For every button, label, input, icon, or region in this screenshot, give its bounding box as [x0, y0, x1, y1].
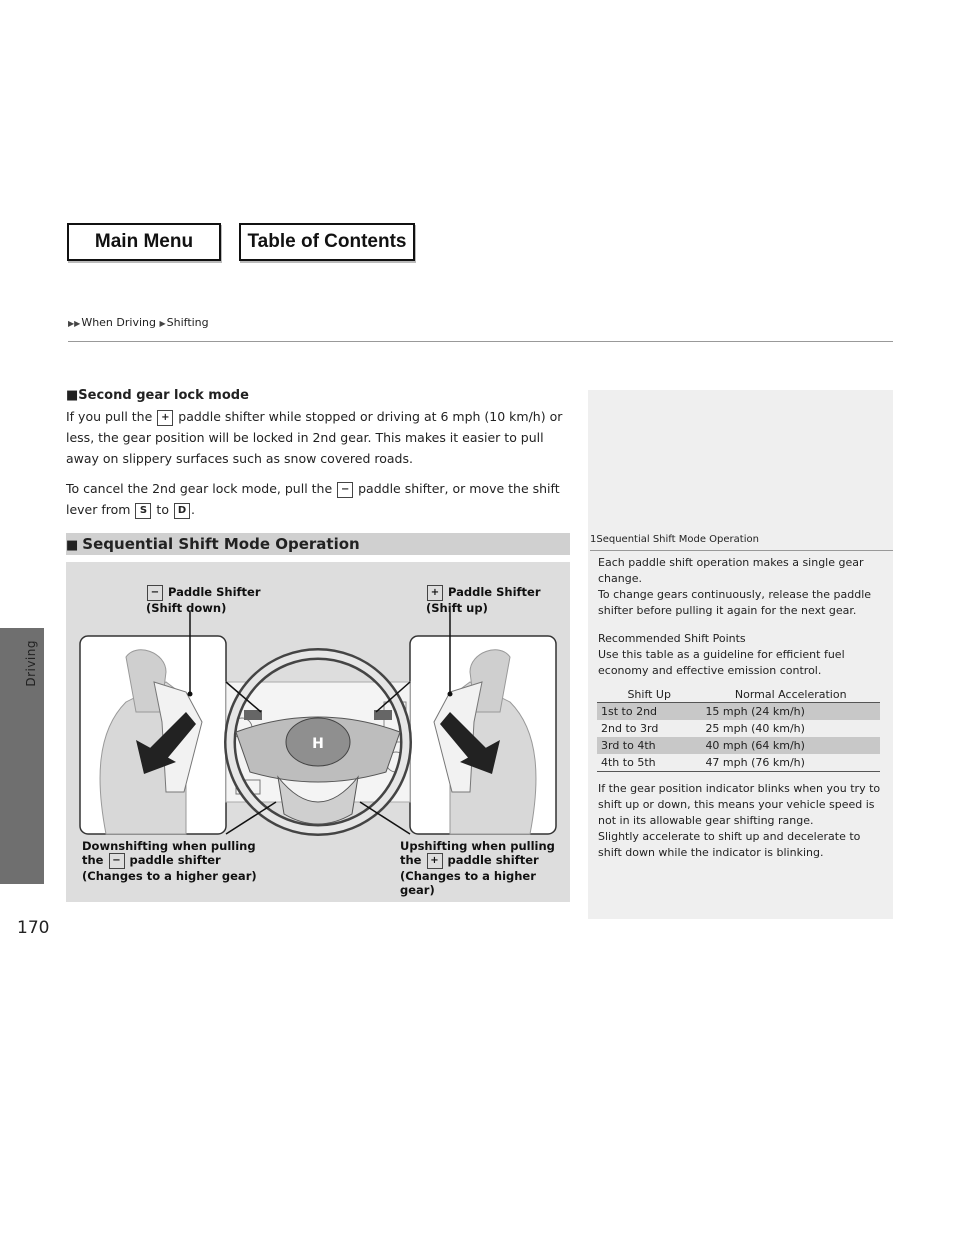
table-cell: 3rd to 4th	[597, 737, 701, 754]
plus-key-icon: +	[427, 853, 443, 869]
minus-paddle-label: − Paddle Shifter (Shift down)	[146, 585, 261, 615]
table-cell: 25 mph (40 km/h)	[705, 722, 805, 735]
table-header: Normal Acceleration	[701, 686, 880, 703]
note-paragraph-2: Recommended Shift Points Use this table as a guideline for efficient fuel economy and effective emission control.	[598, 632, 845, 677]
plus-key-icon: +	[157, 410, 173, 426]
breadcrumb-arrow-icon: ▶▶	[68, 319, 81, 328]
cancel-lock-text: To cancel the 2nd gear lock mode, pull the − paddle shifter, or move the shift lever from S to D .	[66, 481, 560, 517]
shift-points-table	[597, 686, 880, 772]
table-header-row	[597, 686, 880, 703]
plus-paddle-label: + Paddle Shifter (Shift up)	[426, 585, 541, 615]
table-row	[597, 720, 880, 737]
svg-text:H: H	[312, 736, 324, 752]
minus-key-icon: −	[109, 853, 125, 869]
table-cell: 4th to 5th	[597, 754, 701, 772]
note-heading: 1Sequential Shift Mode Operation	[590, 534, 759, 545]
second-gear-lock-heading: ■Second gear lock mode	[66, 388, 249, 403]
breadcrumb-arrow-icon: ▶	[159, 319, 166, 328]
note-icon: 1	[590, 534, 597, 545]
note-paragraph-3: If the gear position indicator blinks when you try to shift up or down, this means your vehicle speed is not in its allowable gear shifting range. Slightly accelerate to shift up and decelerate to shift down while the indicator is blinking.	[598, 782, 881, 859]
d-key-icon: D	[174, 503, 190, 519]
s-key-icon: S	[135, 503, 151, 519]
table-row	[597, 754, 880, 772]
breadcrumb-section[interactable]: When Driving	[81, 316, 156, 329]
note-divider	[590, 550, 893, 551]
minus-key-icon: −	[337, 482, 353, 498]
upshift-caption: Upshifting when pulling the + paddle shifter (Changes to a higher gear)	[400, 839, 555, 897]
note-paragraph-1: Each paddle shift operation makes a single gear change. To change gears continuously, release the paddle shifter before pulling it again for the next gear.	[598, 556, 872, 617]
square-bullet-icon: ■	[66, 538, 79, 553]
table-of-contents-button[interactable]: Table of Contents	[239, 223, 415, 261]
table-cell: 15 mph (24 km/h)	[701, 703, 880, 721]
table-cell: 2nd to 3rd	[601, 722, 659, 735]
main-menu-button[interactable]: Main Menu	[67, 223, 221, 261]
plus-key-icon: +	[427, 585, 443, 601]
chapter-label: Driving	[24, 640, 38, 687]
table-row	[597, 737, 880, 754]
table-row	[597, 703, 880, 721]
downshift-caption: Downshifting when pulling the − paddle shifter (Changes to a higher gear)	[82, 839, 257, 883]
square-bullet-icon: ■	[66, 388, 79, 403]
sequential-shift-heading: ■ Sequential Shift Mode Operation	[66, 533, 570, 555]
paddle-shifter-illustration	[66, 562, 570, 902]
header-divider	[68, 341, 893, 342]
table-cell: 40 mph (64 km/h)	[701, 737, 880, 754]
page-number: 170	[17, 918, 50, 938]
table-cell: 47 mph (76 km/h)	[701, 754, 880, 772]
second-gear-lock-text: If you pull the + paddle shifter while stopped or driving at 6 mph (10 km/h) or less, the gear position will be locked in 2nd gear. This makes it easier to pull away on slippery surfaces such as snow covered roads.	[66, 409, 563, 466]
table-cell: 1st to 2nd	[597, 703, 701, 721]
breadcrumb	[68, 316, 209, 329]
minus-key-icon: −	[147, 585, 163, 601]
table-header: Shift Up	[597, 686, 701, 703]
breadcrumb-page: Shifting	[166, 316, 209, 329]
